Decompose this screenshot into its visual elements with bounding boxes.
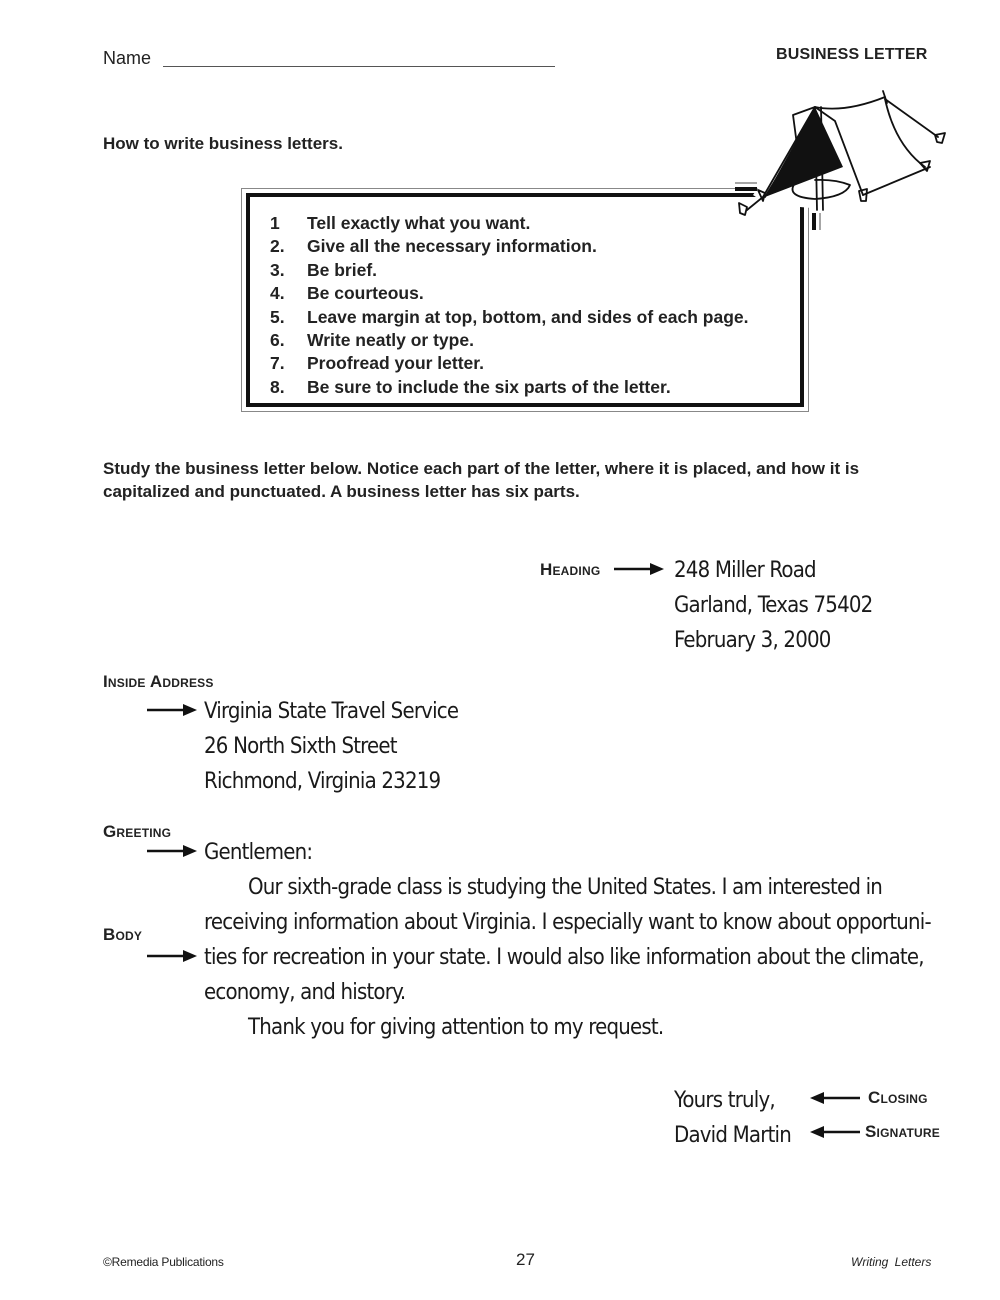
arrow-right-icon <box>147 845 197 857</box>
rule-text: Tell exactly what you want. <box>307 213 531 233</box>
inside-address <box>204 694 458 799</box>
arrow-right-icon <box>147 704 197 716</box>
body-line: Thank you for giving attention to my request. <box>248 1015 664 1040</box>
tent-icon <box>735 85 950 230</box>
arrow-right-icon <box>147 950 197 962</box>
body-line: ties for recreation in your state. I would also like information about the climate, <box>204 945 924 970</box>
rule-item <box>270 376 748 399</box>
rule-text: Be sure to include the six parts of the letter. <box>307 376 671 397</box>
rule-item <box>270 212 748 235</box>
footer-book-title: Writing Letters <box>851 1255 932 1269</box>
closing-text: Yours truly, <box>674 1088 775 1113</box>
heading-address <box>674 553 872 658</box>
signature-text: David Martin <box>674 1123 791 1148</box>
rule-text: Proofread your letter. <box>307 353 484 374</box>
rule-item <box>270 306 748 329</box>
rules-box-border <box>246 193 804 407</box>
name-label: Name <box>103 48 152 68</box>
inside-address-line-street: 26 North Sixth Street <box>204 734 397 759</box>
rule-number: 2. <box>270 236 285 257</box>
heading-line-street: 248 Miller Road <box>674 558 816 583</box>
greeting-label: Greeting <box>103 822 172 841</box>
rule-item <box>270 259 748 282</box>
rules-list <box>270 212 748 399</box>
arrow-left-icon <box>810 1126 860 1138</box>
letter-body <box>204 870 944 1045</box>
rule-number: 3. <box>270 259 285 280</box>
body-line: Our sixth-grade class is studying the United States. I am interested in <box>248 875 883 900</box>
rule-text: Give all the necessary information. <box>307 236 597 257</box>
closing-label: Closing <box>868 1088 928 1107</box>
rule-text: Leave margin at top, bottom, and sides of each page. <box>307 306 749 327</box>
rule-item <box>270 329 748 352</box>
study-instructions: Study the business letter below. Notice each part of the letter, where it is placed, and how it is capitalized and punctuated. A business letter has six parts. <box>103 459 860 501</box>
rule-text: Be brief. <box>307 259 378 280</box>
signature-label: Signature <box>865 1122 940 1141</box>
rule-number: 1 <box>270 213 280 233</box>
rule-item <box>270 282 748 305</box>
rule-number: 6. <box>270 330 285 351</box>
rule-item <box>270 352 748 375</box>
body-line: economy, and history. <box>204 980 406 1005</box>
rule-number: 4. <box>270 283 285 304</box>
body-line: receiving information about Virginia. I especially want to know about opportuni- <box>204 910 931 935</box>
heading-label: Heading <box>540 560 601 579</box>
inside-address-line-city: Richmond, Virginia 23219 <box>204 769 441 794</box>
rule-number: 7. <box>270 353 285 374</box>
rules-box <box>241 188 809 412</box>
rule-number: 5. <box>270 306 285 327</box>
inside-address-line-name: Virginia State Travel Service <box>204 699 459 724</box>
name-blank-line <box>163 66 555 67</box>
footer-page-number: 27 <box>516 1250 535 1269</box>
greeting-text: Gentlemen: <box>204 840 313 865</box>
footer-publisher: ©Remedia Publications <box>103 1255 224 1269</box>
rule-text: Write neatly or type. <box>307 330 474 351</box>
rule-text: Be courteous. <box>307 283 424 304</box>
arrow-left-icon <box>810 1092 860 1104</box>
intro-heading: How to write business letters. <box>103 134 343 153</box>
rule-number: 8. <box>270 376 285 397</box>
section-title: BUSINESS LETTER <box>776 46 928 63</box>
body-label: Body <box>103 925 143 944</box>
inside-address-label: Inside Address <box>103 672 214 691</box>
heading-line-date: February 3, 2000 <box>674 628 831 653</box>
rule-item <box>270 235 748 258</box>
heading-line-city: Garland, Texas 75402 <box>674 593 873 618</box>
arrow-right-icon <box>614 563 664 575</box>
